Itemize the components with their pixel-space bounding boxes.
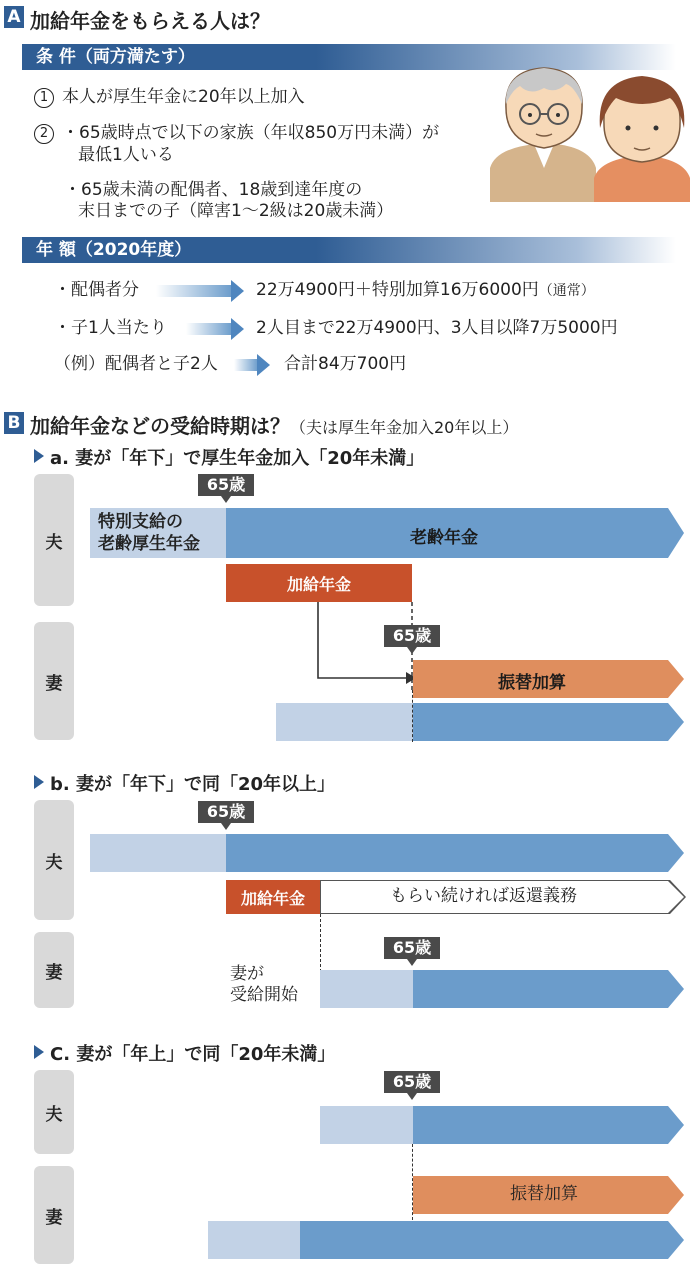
case-b-wife-start-line1: 妻が	[230, 964, 264, 984]
case-c-husband-label: 夫	[34, 1070, 74, 1154]
case-c-65-line	[412, 1144, 413, 1220]
case-c-wife-label: 妻	[34, 1166, 74, 1264]
section-b-subtitle: （夫は厚生年金加入20年以上）	[290, 418, 519, 437]
case-b-wife-age-tag: 65歳	[384, 937, 440, 959]
case-a-wife-light-bar	[276, 703, 413, 741]
case-a-husband-age-tag: 65歳	[198, 474, 254, 496]
case-a-wife-pension-bar	[413, 703, 684, 741]
amount-row1-label: ・配偶者分	[54, 280, 139, 300]
section-b-title-row	[30, 410, 518, 439]
conditions-heading: 条 件（両方満たす）	[22, 44, 676, 70]
case-c-wife-pension-bar	[300, 1221, 684, 1259]
circle-number-2: 2	[34, 124, 54, 144]
section-b-tag: B	[4, 412, 24, 434]
case-c-age-tag: 65歳	[384, 1071, 440, 1093]
condition-2-sub-line2: 末日までの子（障害1～2級は20歳未満）	[78, 201, 394, 221]
section-b-title: 加給年金などの受給時期は？	[30, 414, 290, 438]
section-a-title: 加給年金をもらえる人は？	[30, 9, 270, 33]
condition-2-line1: ・65歳時点で以下の家族（年収850万円未満）が	[62, 123, 440, 143]
condition-2-line2: 最低1人いる	[78, 145, 174, 165]
condition-2-sub-line1: ・65歳未満の配偶者、18歳到達年度の	[64, 180, 363, 200]
amount-heading: 年 額（2020年度）	[22, 237, 676, 263]
case-a-old-age-label: 老齢年金	[410, 528, 478, 548]
case-b-wife-label: 妻	[34, 932, 74, 1008]
amount-row2-arrow	[186, 323, 232, 335]
amount-row3-arrow	[234, 359, 258, 371]
triangle-bullet-icon	[34, 775, 44, 789]
amount-row1	[256, 280, 595, 302]
case-c-husband-pension-bar	[413, 1106, 684, 1144]
amount-row3-label: （例）配偶者と子2人	[54, 354, 218, 374]
section-a-tag: A	[4, 6, 24, 28]
case-a-furikae-label: 振替加算	[498, 673, 566, 693]
case-c-husband-light-bar	[320, 1106, 413, 1144]
case-b-wife-pension-bar	[413, 970, 684, 1008]
case-a-wife-65-line	[412, 690, 413, 742]
case-b-wife-start-line2: 受給開始	[230, 985, 298, 1005]
amount-row2-value: 2人目まで22万4900円、3人目以降7万5000円	[256, 318, 618, 338]
case-a-special-line1: 特別支給の	[98, 512, 183, 532]
case-b-husband-pension-bar	[226, 834, 684, 872]
case-b-kakyu-bar: 加給年金	[226, 880, 320, 914]
circle-number-1: 1	[34, 88, 54, 108]
triangle-bullet-icon	[34, 1045, 44, 1059]
case-c-wife-light-bar	[208, 1221, 300, 1259]
case-b-husband-age-tag: 65歳	[198, 801, 254, 823]
amount-row3-value: 合計84万700円	[284, 354, 407, 374]
case-a-husband-label: 夫	[34, 474, 74, 606]
case-b-husband-label: 夫	[34, 800, 74, 920]
case-a-wife-age-tag: 65歳	[384, 625, 440, 647]
case-b-wife-start-line	[320, 914, 321, 972]
case-b-title: b. 妻が「年下」で同「20年以上」	[34, 770, 335, 796]
triangle-bullet-icon	[34, 449, 44, 463]
case-b-repay-label: もらい続ければ返還義務	[390, 886, 577, 906]
case-c-furikae-label: 振替加算	[510, 1184, 578, 1204]
case-a-kakyu-bar: 加給年金	[226, 564, 412, 602]
condition-2	[34, 123, 439, 144]
amount-row1-value: 22万4900円＋特別加算16万6000円	[256, 280, 539, 300]
case-c-title: C. 妻が「年上」で同「20年未満」	[34, 1040, 335, 1066]
elderly-couple-illustration	[486, 58, 692, 202]
amount-row1-note: （通常）	[538, 283, 595, 299]
case-b-wife-light-bar	[320, 970, 413, 1008]
case-a-special-line2: 老齢厚生年金	[98, 534, 200, 554]
condition-1-text: 本人が厚生年金に20年以上加入	[62, 87, 305, 107]
case-a-title: a. 妻が「年下」で厚生年金加入「20年未満」	[34, 444, 424, 470]
amount-row1-arrow	[156, 285, 232, 297]
case-a-wife-label: 妻	[34, 622, 74, 740]
case-b-husband-light-bar	[90, 834, 226, 872]
amount-row2-label: ・子1人当たり	[54, 318, 167, 338]
condition-1	[34, 87, 305, 108]
